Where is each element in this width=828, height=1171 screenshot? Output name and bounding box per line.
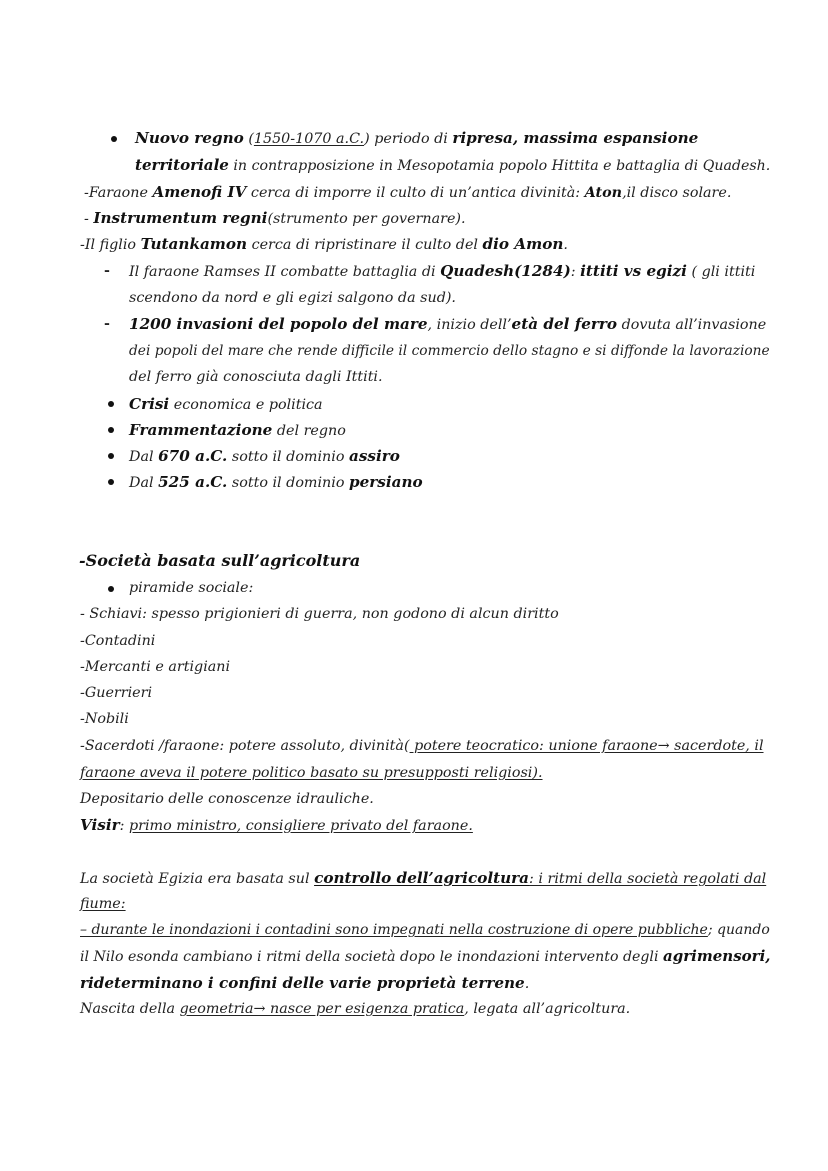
line-nobili: -Nobili bbox=[80, 711, 129, 727]
line-crisi: Crisi economica e politica bbox=[129, 395, 323, 413]
bullet-dot bbox=[108, 427, 114, 433]
line-geometria: Nascita della geometria→ nasce per esigenza pratica, legata all’agricoltura. bbox=[80, 1001, 631, 1017]
line-670: Dal 670 a.C. sotto il dominio assiro bbox=[129, 447, 400, 465]
line-societa-egizia: La società Egizia era basata sul controllo dell’agricoltura: i ritmi della società regolati dal bbox=[80, 869, 767, 887]
bullet-dot bbox=[108, 479, 114, 485]
line-territoriale: territoriale in contrapposizione in Mesopotamia popolo Hittita e battaglia di Quadesh. bbox=[135, 156, 771, 174]
line-visir: Visir: primo ministro, consigliere privato del faraone. bbox=[80, 816, 473, 834]
line-amenofi: -Faraone Amenofi IV cerca di imporre il culto di un’antica divinità: Aton,il disco solare. bbox=[84, 183, 732, 201]
line-invasioni: 1200 invasioni del popolo del mare, inizio dell’età del ferro dovuta all’invasione bbox=[129, 315, 767, 333]
line-ramses: Il faraone Ramses II combatte battaglia di Quadesh(1284): ittiti vs egizi ( gli ittiti bbox=[129, 262, 756, 280]
bullet-dot bbox=[108, 586, 114, 592]
term-nuovo-regno: Nuovo regno bbox=[135, 129, 244, 147]
dash-marker: - bbox=[104, 316, 110, 332]
line-guerrieri: -Guerrieri bbox=[80, 685, 153, 701]
line-scendono: scendono da nord e gli egizi salgono da sud). bbox=[129, 290, 456, 306]
line-faraone-potere: faraone aveva il potere politico basato su presupposti religiosi). bbox=[80, 765, 543, 781]
line-nilo: il Nilo esonda cambiano i ritmi della società dopo le inondazioni intervento degli agrimensori, bbox=[80, 947, 771, 965]
bullet-dot bbox=[108, 453, 114, 459]
line-sacerdoti: -Sacerdoti /faraone: potere assoluto, divinità( potere teocratico: unione faraone→ sacerdote, il bbox=[80, 738, 764, 754]
section-heading: -Società basata sull’agricoltura bbox=[79, 551, 361, 570]
line-instrumentum: - Instrumentum regni(strumento per governare). bbox=[84, 209, 466, 227]
line-ferro: del ferro già conosciuta dagli Ittiti. bbox=[129, 369, 383, 385]
line-schiavi: - Schiavi: spesso prigionieri di guerra, non godono di alcun diritto bbox=[80, 606, 559, 622]
line-fiume: fiume: bbox=[80, 896, 126, 912]
line-mercanti: -Mercanti e artigiani bbox=[80, 659, 231, 675]
bullet-dot bbox=[111, 136, 117, 142]
line-piramide: piramide sociale: bbox=[129, 580, 254, 596]
line-frammentazione: Frammentazione del regno bbox=[129, 421, 346, 439]
bullet-dot bbox=[108, 401, 114, 407]
line-popoli: dei popoli del mare che rende difficile il commercio dello stagno e si diffonde la lavorazione bbox=[129, 343, 770, 359]
line-confini: rideterminano i confini delle varie proprietà terrene. bbox=[80, 974, 530, 992]
date-range: 1550-1070 a.C. bbox=[253, 131, 365, 147]
dash-marker: - bbox=[104, 263, 110, 279]
line-inondazioni: – durante le inondazioni i contadini sono impegnati nella costruzione di opere pubbliche; quando bbox=[80, 922, 770, 938]
line-525: Dal 525 a.C. sotto il dominio persiano bbox=[129, 473, 423, 491]
line-contadini: -Contadini bbox=[80, 633, 156, 649]
line-nuovo-regno: Nuovo regno (1550-1070 a.C.) periodo di ripresa, massima espansione bbox=[135, 129, 699, 147]
line-tutankamon: -Il figlio Tutankamon cerca di ripristinare il culto del dio Amon. bbox=[80, 235, 568, 253]
line-depositario: Depositario delle conoscenze idrauliche. bbox=[80, 791, 374, 807]
